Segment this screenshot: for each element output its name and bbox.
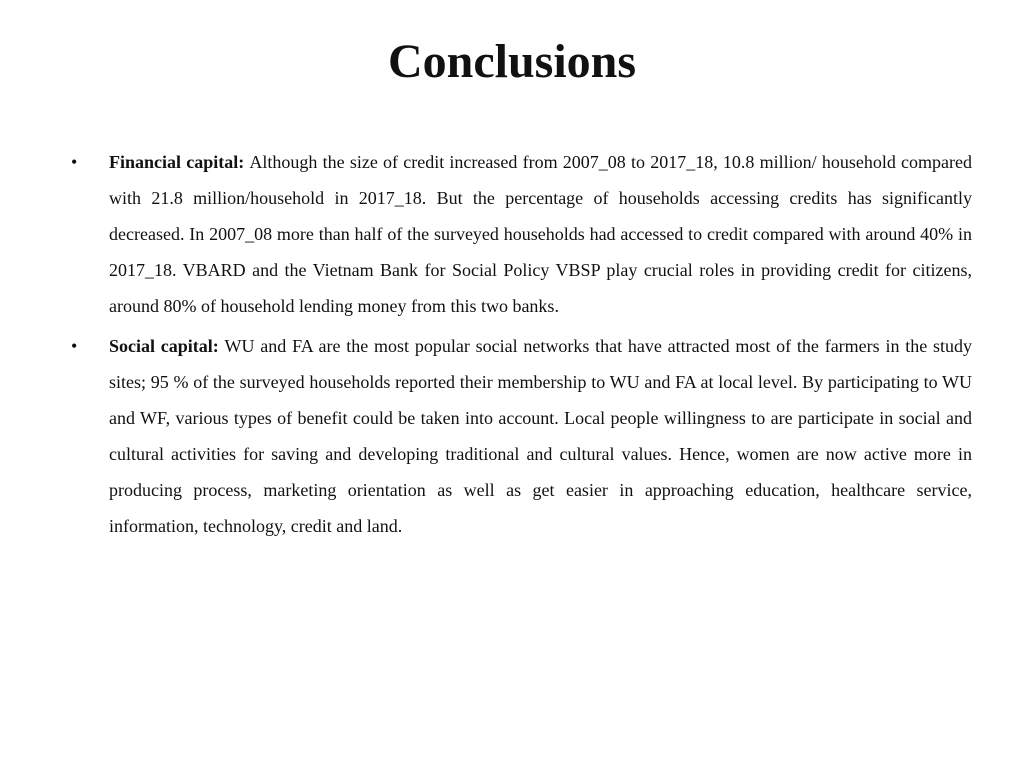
bullet-marker: • [71,336,78,356]
slide-title: Conclusions [387,35,637,88]
bullet-financial-capital [62,144,972,324]
bullet-label: Social capital: [109,336,225,356]
bullet-social-capital [62,328,972,544]
bullet-label: Financial capital: [109,152,250,172]
bullet-marker: • [71,152,78,172]
bullet-text: Although the size of credit increased from 2007_08 to 2017_18, 10.8 million/ household compared with 21.8 million/household in 2017_18. But the percentage of households accessing credits has significantly decreased. In 2007_08 more than half of the surveyed households had accessed to credit compared with around 40% in 2017_18. VBARD and the Vietnam Bank for Social Policy VBSP play crucial roles in providing credit for citizens, around 80% of household lending money from this two banks. [109,152,972,316]
bullet-list [62,144,972,548]
bullet-text: WU and FA are the most popular social networks that have attracted most of the farmers in the study sites; 95 % of the surveyed households reported their membership to WU and FA at local level. By participating to WU and WF, various types of benefit could be taken into account. Local people willingness to are participate in social and cultural activities for saving and developing traditional and cultural values. Hence, women are now active more in producing process, marketing orientation as well as get easier in approaching education, healthcare service, information, technology, credit and land. [109,336,972,536]
